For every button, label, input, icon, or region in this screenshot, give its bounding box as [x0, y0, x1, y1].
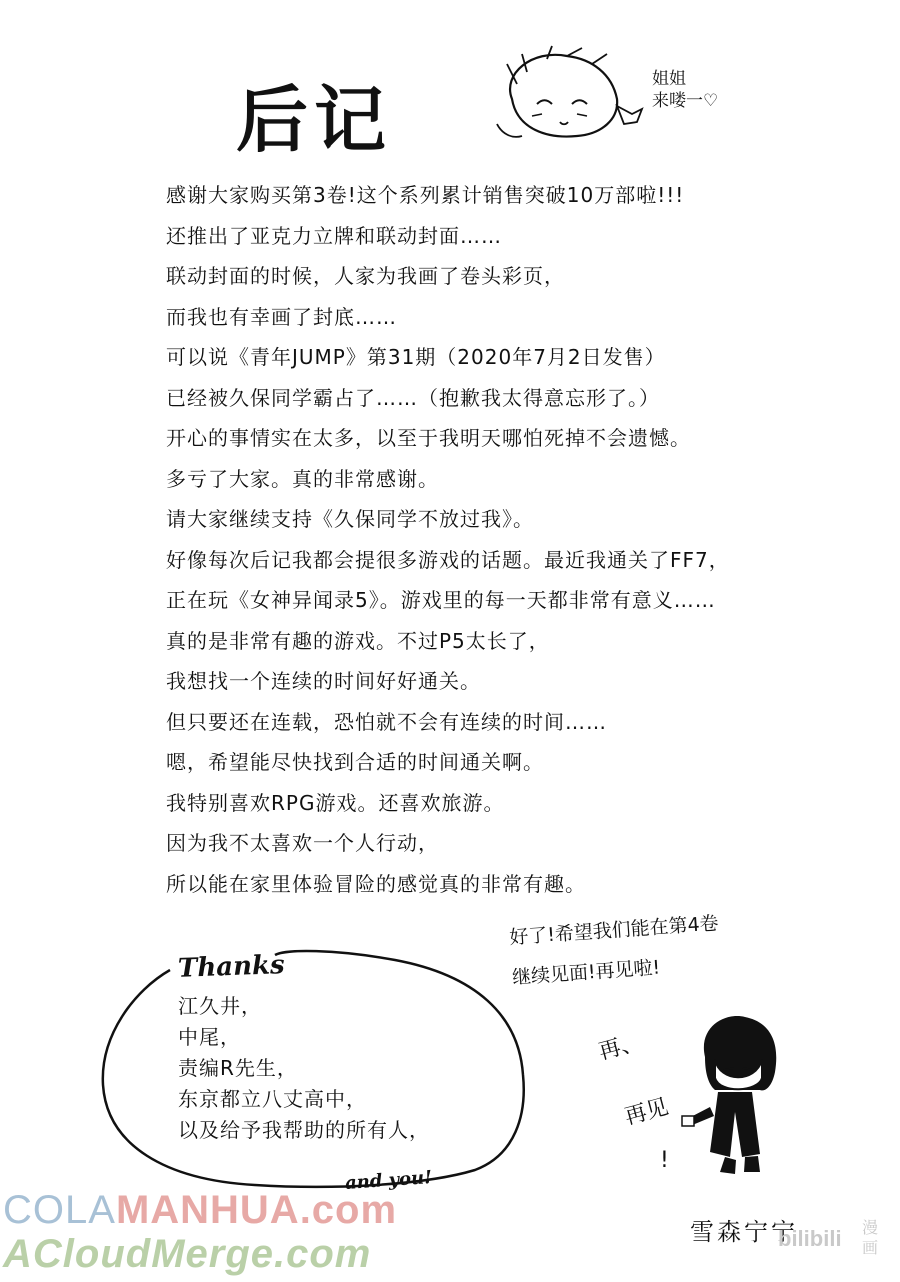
body-line: 但只要还在连载，恐怕就不会有连续的时间……	[166, 709, 607, 734]
watermark-acloudmerge: ACloudMerge.com	[3, 1232, 372, 1276]
watermark-part-2: MANHUA.com	[115, 1188, 398, 1232]
speech-bubble-top	[652, 68, 718, 112]
thanks-name: 责编R先生，	[178, 1056, 298, 1080]
goodbye-text-1: 再、	[596, 1029, 646, 1066]
thanks-list	[178, 992, 430, 1147]
chibi-boy-illustration	[680, 1012, 790, 1182]
afterword-body	[166, 180, 866, 909]
thanks-heading: Thanks	[177, 950, 286, 984]
thanks-name: 江久井，	[178, 994, 262, 1018]
watermark-part-1: COLA	[3, 1188, 116, 1232]
body-line: 真的是非常有趣的游戏。不过P5太长了，	[166, 628, 550, 653]
body-line: 已经被久保同学霸占了……（抱歉我太得意忘形了。）	[166, 385, 660, 410]
body-line: 我特别喜欢RPG游戏。还喜欢旅游。	[166, 790, 505, 815]
body-line: 所以能在家里体验冒险的感觉真的非常有趣。	[166, 871, 586, 896]
body-line: 而我也有幸画了封底……	[166, 304, 397, 329]
body-line: 多亏了大家。真的非常感谢。	[166, 466, 439, 491]
body-line: 正在玩《女神异闻录5》。游戏里的每一天都非常有意义……	[166, 588, 716, 612]
page-title: 后记	[236, 78, 393, 162]
and-you-text: and you!	[344, 1166, 433, 1195]
author-signature: 雪森宁宁	[690, 1218, 798, 1246]
body-line: 好像每次后记我都会提很多游戏的话题。最近我通关了FF7，	[166, 547, 730, 572]
speech-line-1: 姐姐	[652, 69, 686, 89]
body-line: 还推出了亚克力立牌和联动封面……	[166, 223, 502, 248]
chibi-girl-illustration	[492, 44, 652, 144]
watermark-bilibili-side: 漫画	[862, 1218, 879, 1257]
closing-message	[508, 903, 723, 997]
goodbye-exclamation: !	[660, 1148, 669, 1173]
watermark-bilibili: bilibili	[778, 1226, 842, 1251]
closing-line-2: 继续见面!再见啦!	[511, 956, 661, 989]
thanks-name: 东京都立八丈高中，	[178, 1087, 367, 1111]
body-line: 联动封面的时候，人家为我画了卷头彩页，	[166, 264, 565, 288]
thanks-name: 以及给予我帮助的所有人，	[178, 1118, 430, 1142]
body-line: 嗯，希望能尽快找到合适的时间通关啊。	[166, 750, 544, 774]
body-line: 因为我不太喜欢一个人行动，	[166, 831, 439, 855]
body-line: 我想找一个连续的时间好好通关。	[166, 669, 481, 693]
speech-line-2: 来喽一♡	[652, 91, 719, 111]
closing-line-1: 好了!希望我们能在第4卷	[508, 912, 720, 949]
watermark-colamanhua	[3, 1188, 397, 1233]
goodbye-text-2: 再见	[622, 1094, 672, 1131]
body-line: 感谢大家购买第3卷!这个系列累计销售突破10万部啦!!!	[166, 183, 685, 207]
body-line: 请大家继续支持《久保同学不放过我》。	[166, 507, 534, 531]
body-line: 开心的事情实在太多，以至于我明天哪怕死掉不会遗憾。	[166, 426, 691, 450]
thanks-name: 中尾，	[178, 1025, 241, 1049]
body-line: 可以说《青年JUMP》第31期（2020年7月2日发售）	[166, 345, 666, 369]
